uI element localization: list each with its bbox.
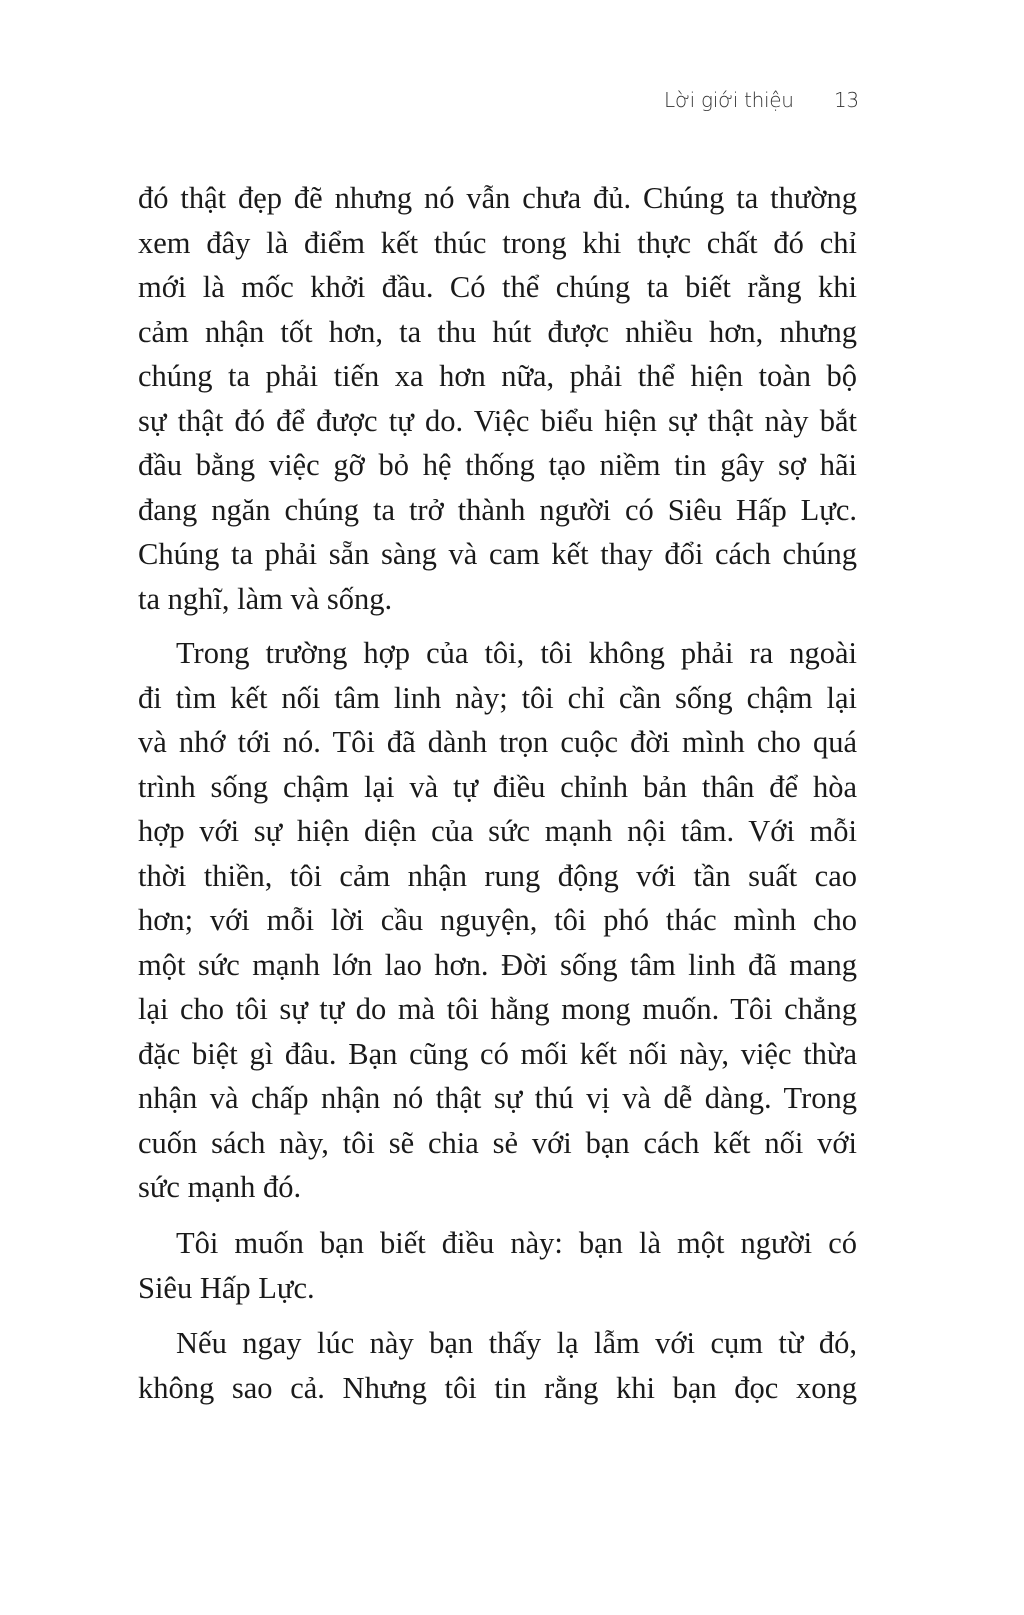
text-line: Nếu ngay lúc này bạn thấy lạ lẫm với cụm từ đó, bbox=[176, 1326, 857, 1360]
text-line: đi tìm kết nối tâm linh này; tôi chỉ cần sống chậm lại bbox=[138, 680, 857, 715]
text-line: Chúng ta phải sẵn sàng và cam kết thay đổi cách chúng bbox=[138, 537, 857, 571]
text-line: ta nghĩ, làm và sống. bbox=[138, 581, 393, 616]
text-line: trình sống chậm lại và tự điều chỉnh bản thân để hòa bbox=[138, 769, 857, 804]
text-line: mới là mốc khởi đầu. Có thể chúng ta biết rằng khi bbox=[138, 270, 857, 304]
text-line: nhận và chấp nhận nó thật sự thú vị và dễ dàng. Trong bbox=[138, 1081, 857, 1115]
text-line: Trong trường hợp của tôi, tôi không phải ra ngoài bbox=[176, 636, 857, 670]
text-line: đầu bằng việc gỡ bỏ hệ thống tạo niềm tin gây sợ hãi bbox=[138, 448, 857, 482]
text-line: sự thật đó để được tự do. Việc biểu hiện sự thật này bắt bbox=[138, 403, 857, 438]
text-line: hợp với sự hiện diện của sức mạnh nội tâm. Với mỗi bbox=[138, 814, 857, 848]
text-line: không sao cả. Nhưng tôi tin rằng khi bạn đọc xong bbox=[138, 1370, 857, 1405]
text-line: đó thật đẹp đẽ nhưng nó vẫn chưa đủ. Chúng ta thường bbox=[138, 181, 857, 215]
text-line: chúng ta phải tiến xa hơn nữa, phải thể hiện toàn bộ bbox=[138, 359, 857, 393]
text-line: xem đây là điểm kết thúc trong khi thực chất đó chỉ bbox=[138, 225, 857, 260]
text-line: cuốn sách này, tôi sẽ chia sẻ với bạn cách kết nối với bbox=[138, 1125, 857, 1160]
text-line: một sức mạnh lớn lao hơn. Đời sống tâm linh đã mang bbox=[138, 947, 857, 982]
text-line: hơn; với mỗi lời cầu nguyện, tôi phó thác mình cho bbox=[138, 903, 857, 937]
text-line: cảm nhận tốt hơn, ta thu hút được nhiều hơn, nhưng bbox=[138, 314, 857, 349]
text-line: Siêu Hấp Lực. bbox=[138, 1270, 315, 1305]
text-line: thời thiền, tôi cảm nhận rung động với tần suất cao bbox=[138, 858, 857, 893]
text-line: lại cho tôi sự tự do mà tôi hằng mong muốn. Tôi chẳng bbox=[138, 992, 857, 1026]
text-line: đang ngăn chúng ta trở thành người có Siêu Hấp Lực. bbox=[138, 492, 857, 527]
text-line: đặc biệt gì đâu. Bạn cũng có mối kết nối này, việc thừa bbox=[138, 1036, 857, 1071]
text-line: Tôi muốn bạn biết điều này: bạn là một người có bbox=[176, 1226, 857, 1260]
text-line: sức mạnh đó. bbox=[138, 1170, 302, 1204]
page-number: 13 bbox=[834, 88, 859, 112]
text-line: và nhớ tới nó. Tôi đã dành trọn cuộc đời mình cho quá bbox=[138, 725, 857, 759]
running-title: Lời giới thiệu bbox=[664, 88, 794, 112]
